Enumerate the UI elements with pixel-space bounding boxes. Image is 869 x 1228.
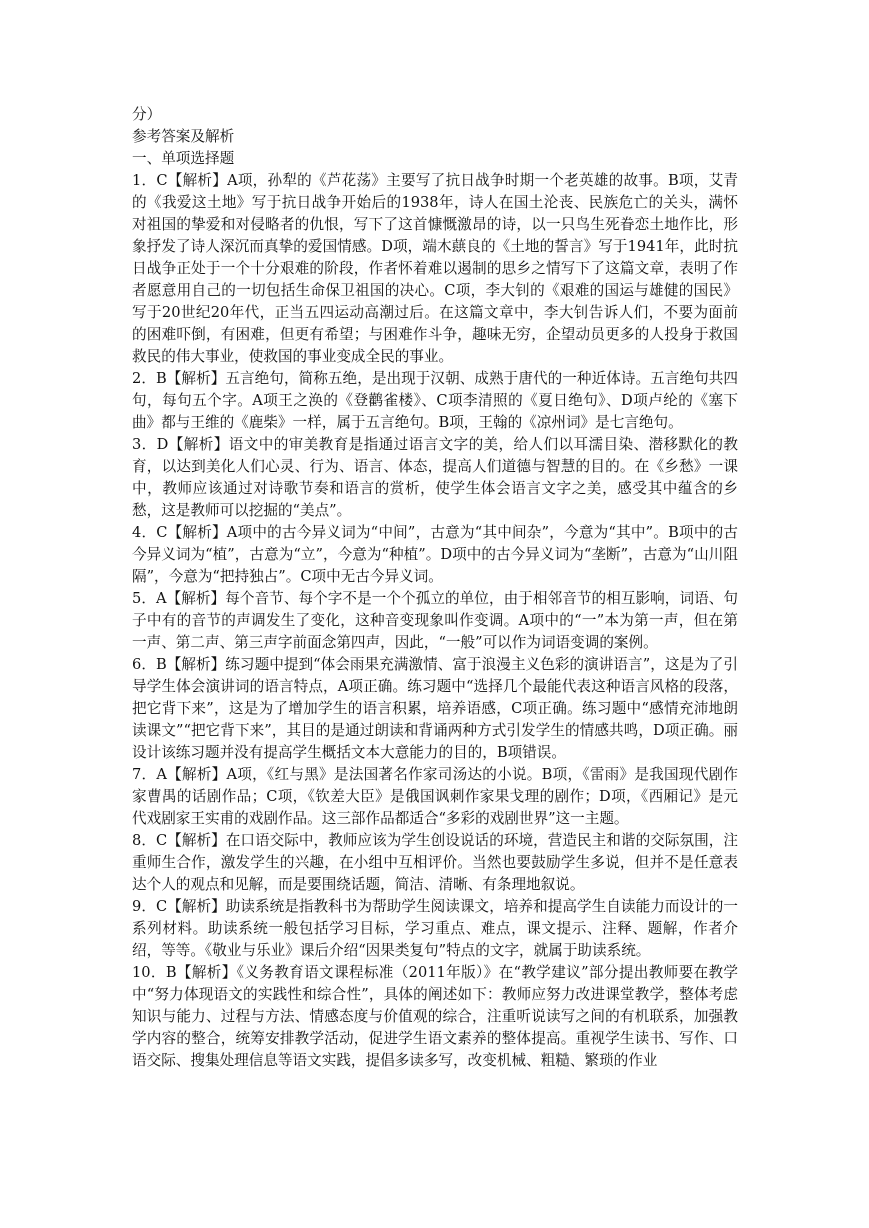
- answer-item-2: 2．B【解析】五言绝句，简称五绝，是出现于汉朝、成熟于唐代的一种近体诗。五言绝句共四句，每句五个字。A项王之涣的《登鹳雀楼》、C项李清照的《夏日绝句》、D项卢纶的《塞下曲》都与王维的《鹿柴》一样，属于五言绝句。B项，王翰的《凉州词》是七言绝句。: [132, 370, 738, 431]
- answer-item-10: 10．B【解析】《义务教育语文课程标准（2011年版）》在“教学建议”部分提出教师要在教学中“努力体现语文的实践性和综合性”，具体的阐述如下：教师应努力改进课堂教学，整体考虑知识与能力、过程与方法、情感态度与价值观的综合，注重听说读写之间的有机联系，加强教学内容的整合，统筹安排教学活动，促进学生语文素养的整体提高。重视学生读书、写作、口语交际、搜集处理信息等语文实践，提倡多读多写，改变机械、粗糙、繁琐的作业: [132, 964, 738, 1069]
- answer-item-6: 6．B【解析】练习题中提到“体会雨果充满激情、富于浪漫主义色彩的演讲语言”，这是为了引导学生体会演讲词的语言特点，A项正确。练习题中“选择几个最能代表这种语言风格的段落，把它背下来”，这是为了增加学生的语言积累，培养语感，C项正确。练习题中“感情充沛地朗读课文”“把它背下来”，其目的是通过朗读和背诵两种方式引发学生的情感共鸣，D项正确。丽设计该练习题并没有提高学生概括文本大意能力的目的，B项错误。: [132, 656, 738, 761]
- answer-item-7: 7．A【解析】A项，《红与黑》是法国著名作家司汤达的小说。B项，《雷雨》是我国现代剧作家曹禺的话剧作品；C项，《钦差大臣》是俄国讽刺作家果戈理的剧作；D项，《西厢记》是元代戏剧家王实甫的戏剧作品。这三部作品都适合“多彩的戏剧世界”这一主题。: [132, 766, 738, 827]
- section-heading: 一、单项选择题: [132, 150, 235, 167]
- answer-item-9: 9．C【解析】助读系统是指教科书为帮助学生阅读课文，培养和提高学生自读能力而设计的一系列材料。助读系统一般包括学习目标，学习重点、难点，课文提示、注释、题解，作者介绍，等等。《敬业与乐业》课后介绍“因果类复句”特点的文字，就属于助读系统。: [132, 898, 738, 959]
- answer-item-5: 5．A【解析】每个音节、每个字不是一个个孤立的单位，由于相邻音节的相互影响，词语、句子中有的音节的声调发生了变化，这种音变现象叫作变调。A项中的“一”本为第一声，但在第一声、第二声、第三声字前面念第四声，因此，“一般”可以作为词语变调的案例。: [132, 590, 738, 651]
- lead-fragment: 分）: [132, 106, 162, 123]
- document-title: 参考答案及解析: [132, 128, 235, 145]
- answer-document: [132, 104, 738, 1072]
- answer-item-1: 1．C【解析】A项，孙犁的《芦花荡》主要写了抗日战争时期一个老英雄的故事。B项，艾青的《我爱这土地》写于抗日战争开始后的1938年，诗人在国土沦丧、民族危亡的关头，满怀对祖国的挚爱和对侵略者的仇恨，写下了这首慷慨激昂的诗，以一只鸟生死眷恋土地作比，形象抒发了诗人深沉而真挚的爱国情感。D项，端木蕻良的《土地的誓言》写于1941年，此时抗日战争正处于一个十分艰难的阶段，作者怀着难以遏制的思乡之情写下了这篇文章，表明了作者愿意用自己的一切包括生命保卫祖国的决心。C项，李大钊的《艰难的国运与雄健的国民》写于20世纪20年代，正当五四运动高潮过后。在这篇文章中，李大钊告诉人们，不要为面前的困难吓倒，有困难，但更有希望；与困难作斗争，趣味无穷，企望动员更多的人投身于救国救民的伟大事业，使救国的事业变成全民的事业。: [132, 172, 738, 365]
- answer-item-8: 8．C【解析】在口语交际中，教师应该为学生创设说话的环境，营造民主和谐的交际氛围，注重师生合作，激发学生的兴趣，在小组中互相评价。当然也要鼓励学生多说，但并不是任意表达个人的观点和见解，而是要围绕话题，简洁、清晰、有条理地叙说。: [132, 832, 738, 893]
- answer-item-4: 4．C【解析】A项中的古今异义词为“中间”，古意为“其中间杂”，今意为“其中”。B项中的古今异义词为“植”，古意为“立”，今意为“种植”。D项中的古今异义词为“垄断”，古意为“山川阻隔”，今意为“把持独占”。C项中无古今异义词。: [132, 524, 738, 585]
- answer-item-3: 3．D【解析】语文中的审美教育是指通过语言文字的美，给人们以耳濡目染、潜移默化的教育，以达到美化人们心灵、行为、语言、体态，提高人们道德与智慧的目的。在《乡愁》一课中，教师应该通过对诗歌节奏和语言的赏析，使学生体会语言文字之美，感受其中蕴含的乡愁，这是教师可以挖掘的“美点”。: [132, 436, 738, 519]
